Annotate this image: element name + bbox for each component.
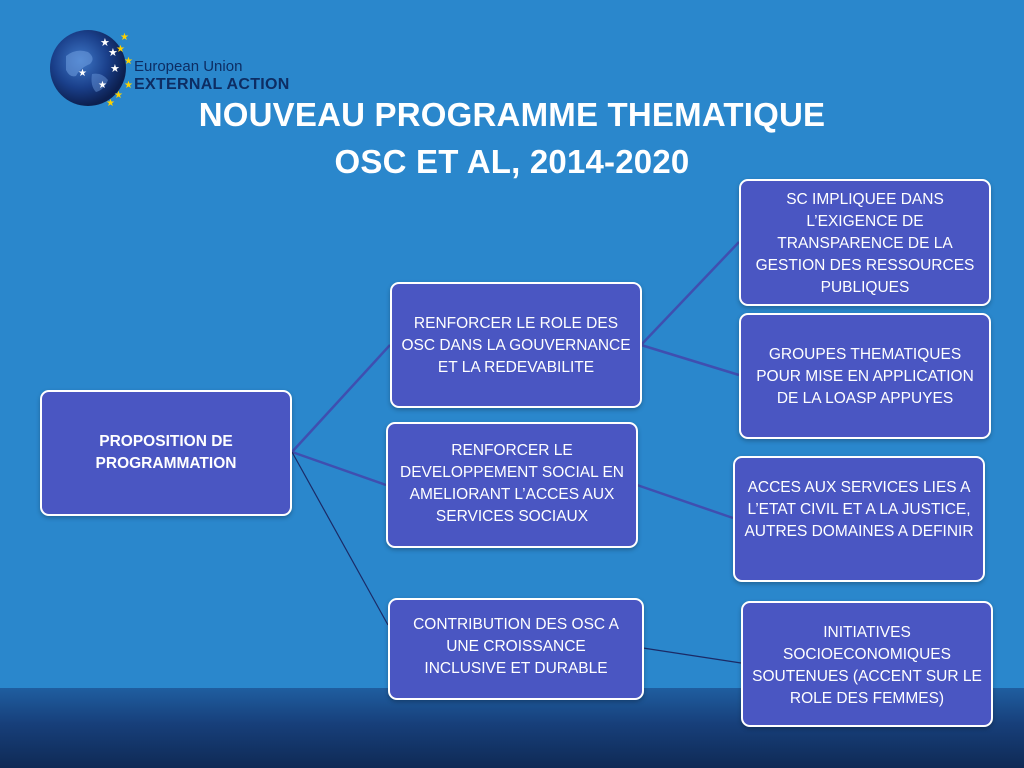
- connector-branch-1-to-leaf-2: [641, 345, 739, 375]
- leaf-node-initiatives-socioeconomiques: INITIATIVES SOCIOECONOMIQUES SOUTENUES (ACCENT SUR LE ROLE DES FEMMES): [741, 601, 993, 727]
- branch-node-croissance-inclusive: CONTRIBUTION DES OSC A UNE CROISSANCE INCLUSIVE ET DURABLE: [388, 598, 644, 700]
- leaf-node-groupes-thematiques: GROUPES THEMATIQUES POUR MISE EN APPLICATION DE LA LOASP APPUYES: [739, 313, 991, 439]
- svg-text:★: ★: [124, 56, 133, 67]
- connector-branch-1-to-leaf-1: [641, 242, 739, 345]
- root-node-proposition: PROPOSITION DE PROGRAMMATION: [40, 390, 292, 516]
- logo-line-european-union: European Union: [134, 58, 243, 75]
- branch-node-developpement-social: RENFORCER LE DEVELOPPEMENT SOCIAL EN AMELIORANT L’ACCES AUX SERVICES SOCIAUX: [386, 422, 638, 548]
- logo-line-external-action: EXTERNAL ACTION: [134, 76, 290, 93]
- svg-text:★: ★: [106, 98, 115, 109]
- svg-text:★: ★: [98, 80, 107, 91]
- svg-text:★: ★: [114, 90, 123, 101]
- svg-text:★: ★: [110, 62, 120, 75]
- svg-text:★: ★: [108, 46, 118, 59]
- leaf-node-services-etat-civil: ACCES AUX SERVICES LIES A L’ETAT CIVIL ET A LA JUSTICE, AUTRES DOMAINES A DEFINIR: [733, 456, 985, 582]
- connector-branch-2-to-leaf-3: [637, 485, 733, 518]
- connector-root-to-branch-2: [292, 452, 386, 485]
- connector-root-to-branch-1: [292, 345, 390, 452]
- connector-branch-3-to-leaf-4: [643, 648, 741, 663]
- branch-node-gouvernance: RENFORCER LE ROLE DES OSC DANS LA GOUVERNANCE ET LA REDEVABILITE: [390, 282, 642, 408]
- svg-text:★: ★: [78, 68, 87, 79]
- connector-root-to-branch-3: [292, 452, 388, 625]
- svg-text:★: ★: [120, 32, 129, 43]
- svg-text:★: ★: [100, 36, 110, 49]
- svg-text:★: ★: [124, 80, 133, 91]
- page-title-line-2: OSC ET AL, 2014-2020: [334, 143, 690, 180]
- leaf-node-transparence: SC IMPLIQUEE DANS L’EXIGENCE DE TRANSPARENCE DE LA GESTION DES RESSOURCES PUBLIQUES: [739, 179, 991, 306]
- svg-text:★: ★: [116, 44, 125, 55]
- page-title-line-1: NOUVEAU PROGRAMME THEMATIQUE: [198, 96, 826, 133]
